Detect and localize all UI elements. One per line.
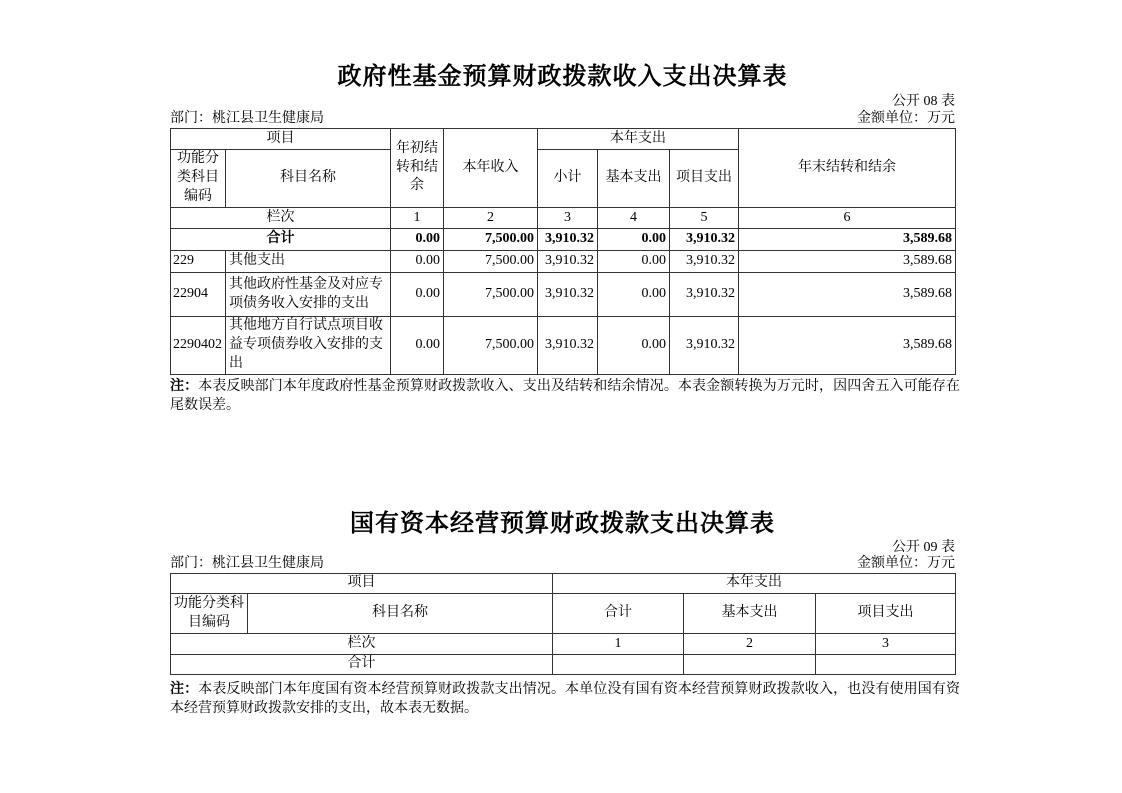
table1-public-label: 公开 08 表 — [892, 94, 955, 109]
t1-header-item: 项目 — [171, 129, 391, 150]
t1-row-value: 7,500.00 — [444, 317, 538, 375]
t2-total-label: 合计 — [171, 655, 553, 675]
t1-total-value: 0.00 — [391, 229, 444, 251]
table-row — [171, 317, 956, 375]
t1-header-project-expense: 项目支出 — [670, 150, 739, 208]
t1-row-value: 3,910.32 — [670, 317, 739, 375]
t2-header-basic-expense: 基本支出 — [684, 594, 816, 634]
table2-column-index-row — [171, 634, 956, 655]
t1-row-code: 2290402 — [171, 317, 226, 375]
t2-header-subject-name: 科目名称 — [248, 594, 553, 634]
table1-note-prefix: 注： — [170, 379, 199, 394]
t1-row-value: 3,589.68 — [739, 317, 956, 375]
t1-column-number: 5 — [670, 208, 739, 229]
t1-column-number: 1 — [391, 208, 444, 229]
t1-row-value: 3,910.32 — [538, 273, 598, 317]
t1-row-code: 229 — [171, 251, 226, 273]
t1-header-end-balance: 年末结转和结余 — [739, 129, 956, 208]
table1-header-row-1 — [171, 129, 956, 150]
t2-column-number: 1 — [553, 634, 684, 655]
t2-total-value — [684, 655, 816, 675]
t2-column-number: 2 — [684, 634, 816, 655]
t1-total-value: 3,910.32 — [538, 229, 598, 251]
table1-column-index-row — [171, 208, 956, 229]
table1 — [170, 128, 956, 375]
t1-row-value: 3,910.32 — [670, 251, 739, 273]
t1-total-value: 0.00 — [598, 229, 670, 251]
table1-meta-line — [170, 107, 955, 127]
t1-header-year-expense: 本年支出 — [538, 129, 739, 150]
t2-header-item: 项目 — [171, 574, 553, 594]
t2-column-row-label: 栏次 — [171, 634, 553, 655]
table2-header-row-1 — [171, 574, 956, 594]
table2-public-label: 公开 09 表 — [892, 540, 955, 555]
t1-row-value: 3,910.32 — [538, 317, 598, 375]
t1-column-number: 2 — [444, 208, 538, 229]
table2-note-text: 本表反映部门本年度国有资本经营预算财政拨款支出情况。本单位没有国有资本经营预算财政拨款收入，也没有使用国有资本经营预算财政拨款安排的支出，故本表无数据。 — [170, 682, 960, 716]
table2-meta-line — [170, 552, 955, 572]
t2-header-total: 合计 — [553, 594, 684, 634]
t1-row-value: 0.00 — [598, 317, 670, 375]
table2-total-row — [171, 655, 956, 675]
t2-header-year-expense: 本年支出 — [553, 574, 956, 594]
t2-total-value — [553, 655, 684, 675]
t1-row-value: 0.00 — [391, 317, 444, 375]
table1-department: 部门：桃江县卫生健康局 — [170, 111, 324, 126]
t2-column-number: 3 — [816, 634, 956, 655]
t2-header-project-expense: 项目支出 — [816, 594, 956, 634]
t1-total-value: 3,910.32 — [670, 229, 739, 251]
table2-unit-label: 金额单位：万元 — [857, 556, 955, 571]
t1-row-value: 7,500.00 — [444, 251, 538, 273]
t1-header-begin-balance: 年初结转和结余 — [391, 129, 444, 208]
t1-row-value: 0.00 — [598, 273, 670, 317]
t1-row-value: 3,910.32 — [538, 251, 598, 273]
t1-row-code: 22904 — [171, 273, 226, 317]
t1-row-name: 其他支出 — [226, 251, 391, 273]
t1-row-name: 其他地方自行试点项目收益专项债券收入安排的支出 — [226, 317, 391, 375]
t1-row-value: 3,910.32 — [670, 273, 739, 317]
t1-column-number: 6 — [739, 208, 956, 229]
t1-total-value: 3,589.68 — [739, 229, 956, 251]
t1-column-number: 3 — [538, 208, 598, 229]
t1-header-subtotal: 小计 — [538, 150, 598, 208]
table1-note-text: 本表反映部门本年度政府性基金预算财政拨款收入、支出及结转和结余情况。本表金额转换为万元时，因四舍五入可能存在尾数误差。 — [170, 379, 960, 413]
table2-department: 部门：桃江县卫生健康局 — [170, 556, 324, 571]
table1-note — [170, 377, 960, 415]
t1-row-value: 0.00 — [391, 273, 444, 317]
table1-title: 政府性基金预算财政拨款收入支出决算表 — [337, 64, 788, 90]
t1-row-value: 3,589.68 — [739, 251, 956, 273]
t1-row-value: 0.00 — [391, 251, 444, 273]
t2-header-func-code: 功能分类科目编码 — [171, 594, 248, 634]
t1-column-row-label: 栏次 — [171, 208, 391, 229]
table2 — [170, 573, 956, 675]
table1-unit-label: 金额单位：万元 — [857, 111, 955, 126]
t1-total-value: 7,500.00 — [444, 229, 538, 251]
t1-header-basic-expense: 基本支出 — [598, 150, 670, 208]
t1-row-name: 其他政府性基金及对应专项债务收入安排的支出 — [226, 273, 391, 317]
t2-total-value — [816, 655, 956, 675]
table2-header-row-2 — [171, 594, 956, 634]
t1-row-value: 3,589.68 — [739, 273, 956, 317]
t1-row-value: 7,500.00 — [444, 273, 538, 317]
t1-header-func-code: 功能分类科目编码 — [171, 150, 226, 208]
t1-header-year-income: 本年收入 — [444, 129, 538, 208]
table2-title: 国有资本经营预算财政拨款支出决算表 — [350, 511, 775, 537]
t1-row-value: 0.00 — [598, 251, 670, 273]
t1-total-label: 合计 — [171, 229, 391, 251]
t1-column-number: 4 — [598, 208, 670, 229]
table2-note-prefix: 注： — [170, 682, 199, 697]
t1-header-subject-name: 科目名称 — [226, 150, 391, 208]
table-row — [171, 273, 956, 317]
table1-total-row — [171, 229, 956, 251]
table-row — [171, 251, 956, 273]
table2-note — [170, 680, 960, 718]
